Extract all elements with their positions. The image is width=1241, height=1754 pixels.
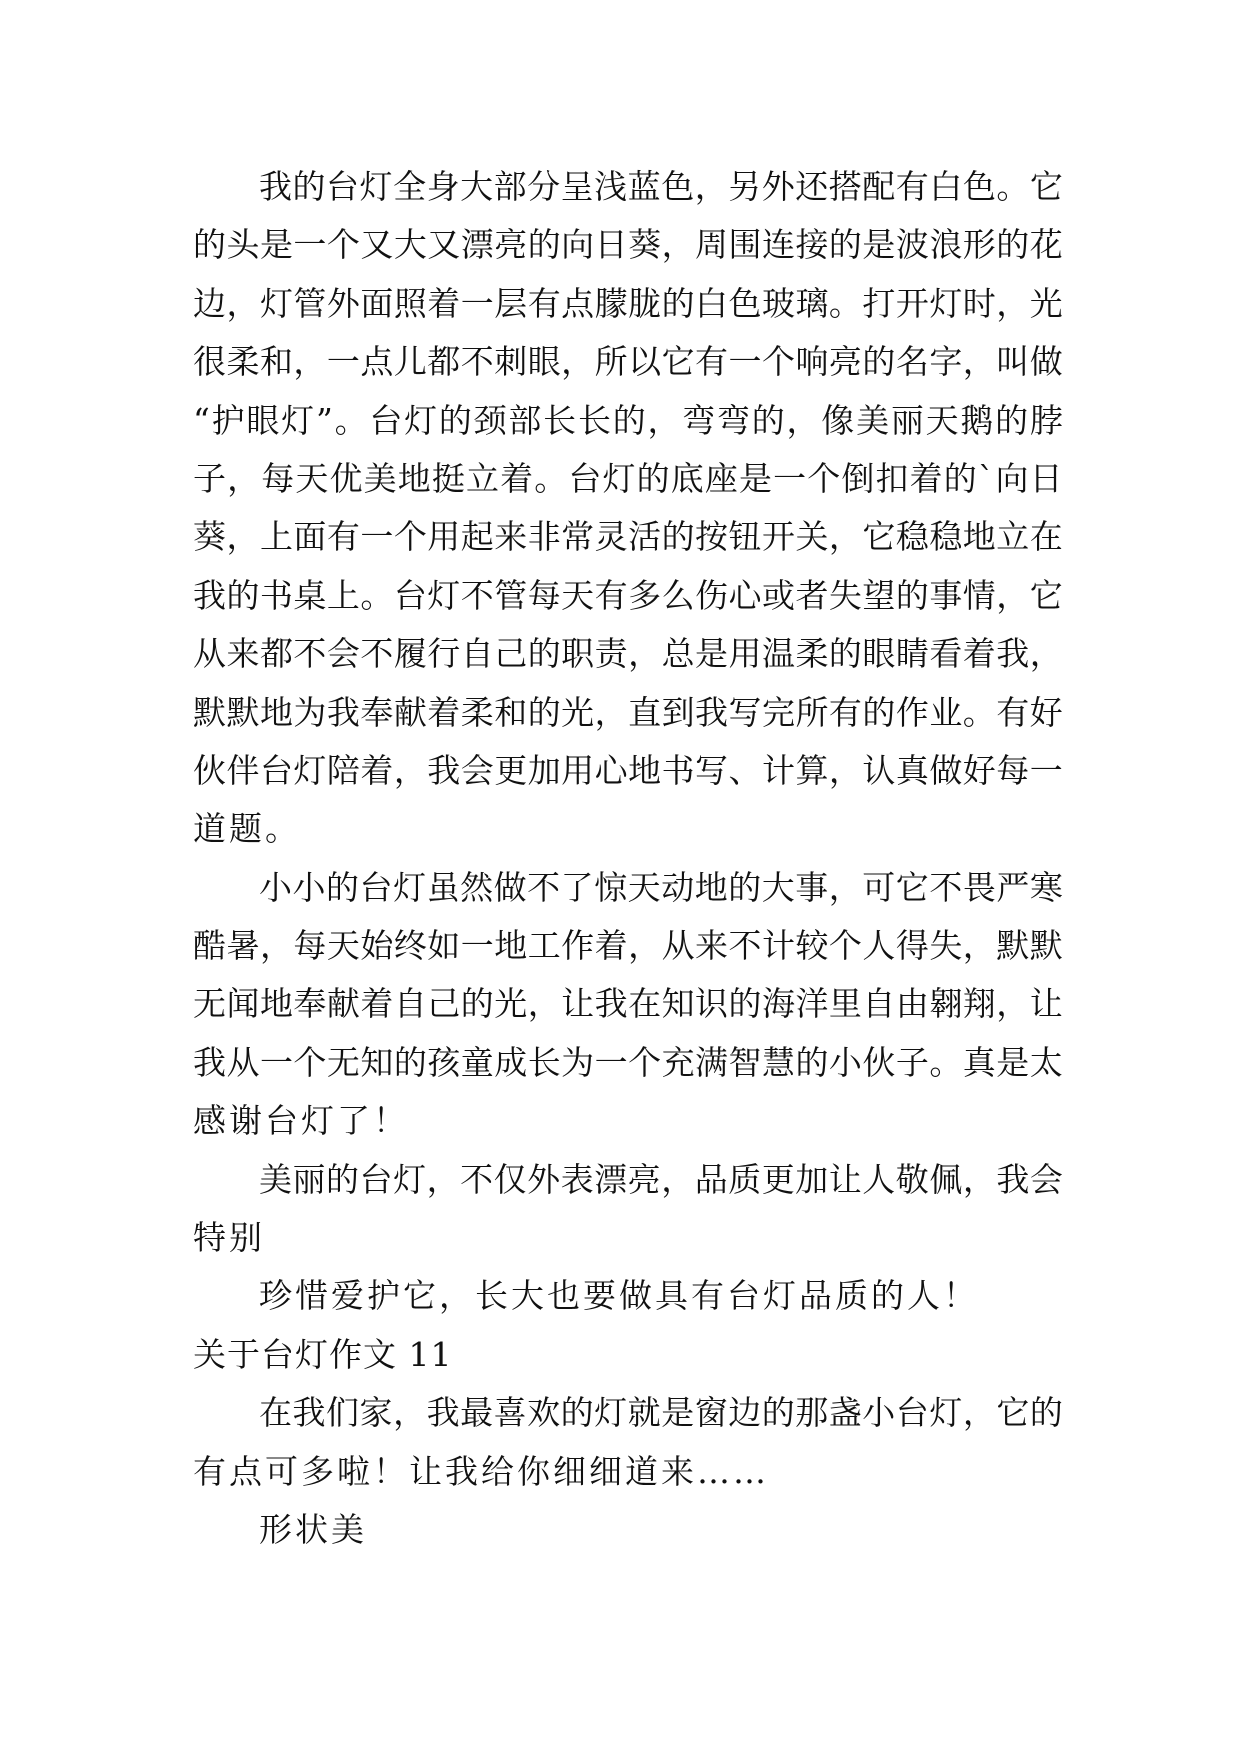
text-line: 从 来 都 不 会 不 履 行 自 己 的 职 责 ， 总 是 用 温 柔 的 眼 睛 看 着 我 ， [193,634,1063,674]
text-line: 珍惜爱护它，长大也要做具有台灯品质的人！ [259,1276,979,1316]
text-line: 酷 暑 ， 每 天 始 终 如 一 地 工 作 着 ， 从 来 不 计 较 个 人 得 失 ， 默 默 [193,926,1063,966]
text-line: 在 我 们 家 ， 我 最 喜 欢 的 灯 就 是 窗 边 的 那 盏 小 台 灯 ， 它 的 [259,1393,1063,1433]
text-line: 我 从 一 个 无 知 的 孩 童 成 长 为 一 个 充 满 智 慧 的 小 伙 子 。 真 是 太 [193,1042,1063,1082]
text-line: 有点可多啦！让我给你细细道来…… [193,1451,769,1491]
text-line: 伙 伴 台 灯 陪 着 ， 我 会 更 加 用 心 地 书 写 、 计 算 ， 认 真 做 好 每 一 [193,750,1063,790]
text-line: 小 小 的 台 灯 虽 然 做 不 了 惊 天 动 地 的 大 事 ， 可 它 不 畏 严 寒 [259,867,1063,907]
text-line: “ 护 眼 灯 ” 。 台 灯 的 颈 部 长 长 的 ， 弯 弯 的 ， 像 美 丽 天 鹅 的 脖 [193,400,1063,440]
text-line: 感谢台灯了！ [193,1101,409,1141]
essay-body [193,158,1063,1559]
text-line: 葵 ， 上 面 有 一 个 用 起 来 非 常 灵 活 的 按 钮 开 关 ， 它 稳 稳 地 立 在 [193,517,1063,557]
text-line: 我 的 台 灯 全 身 大 部 分 呈 浅 蓝 色 ， 另 外 还 搭 配 有 白 色 。 它 [259,167,1063,206]
subheading: 形状美 [259,1509,367,1549]
text-line: 特别 [193,1218,265,1258]
text-line: 我 的 书 桌 上 。 台 灯 不 管 每 天 有 多 么 伤 心 或 者 失 望 的 事 情 ， 它 [193,575,1063,615]
text-line: 子 ， 每 天 优 美 地 挺 立 着 。 台 灯 的 底 座 是 一 个 倒 扣 着 的 ` 向 日 [193,458,1063,498]
text-line: 默 默 地 为 我 奉 献 着 柔 和 的 光 ， 直 到 我 写 完 所 有 的 作 业 。 有 好 [193,692,1063,732]
text-line: 无 闻 地 奉 献 着 自 己 的 光 ， 让 我 在 知 识 的 海 洋 里 自 由 翱 翔 ， 让 [193,984,1063,1024]
text-line: 道题。 [193,809,301,849]
text-line: 美 丽 的 台 灯 ， 不 仅 外 表 漂 亮 ， 品 质 更 加 让 人 敬 佩 ， 我 会 [259,1159,1063,1199]
section-heading: 关于台灯作文 11 [193,1334,453,1374]
text-line: 边 ， 灯 管 外 面 照 着 一 层 有 点 朦 胧 的 白 色 玻 璃 。 打 开 灯 时 ， 光 [193,283,1063,323]
text-line: 的 头 是 一 个 又 大 又 漂 亮 的 向 日 葵 ， 周 围 连 接 的 是 波 浪 形 的 花 [193,225,1063,265]
text-line: 很 柔 和 ， 一 点 儿 都 不 刺 眼 ， 所 以 它 有 一 个 响 亮 的 名 字 ， 叫 做 [193,342,1063,382]
